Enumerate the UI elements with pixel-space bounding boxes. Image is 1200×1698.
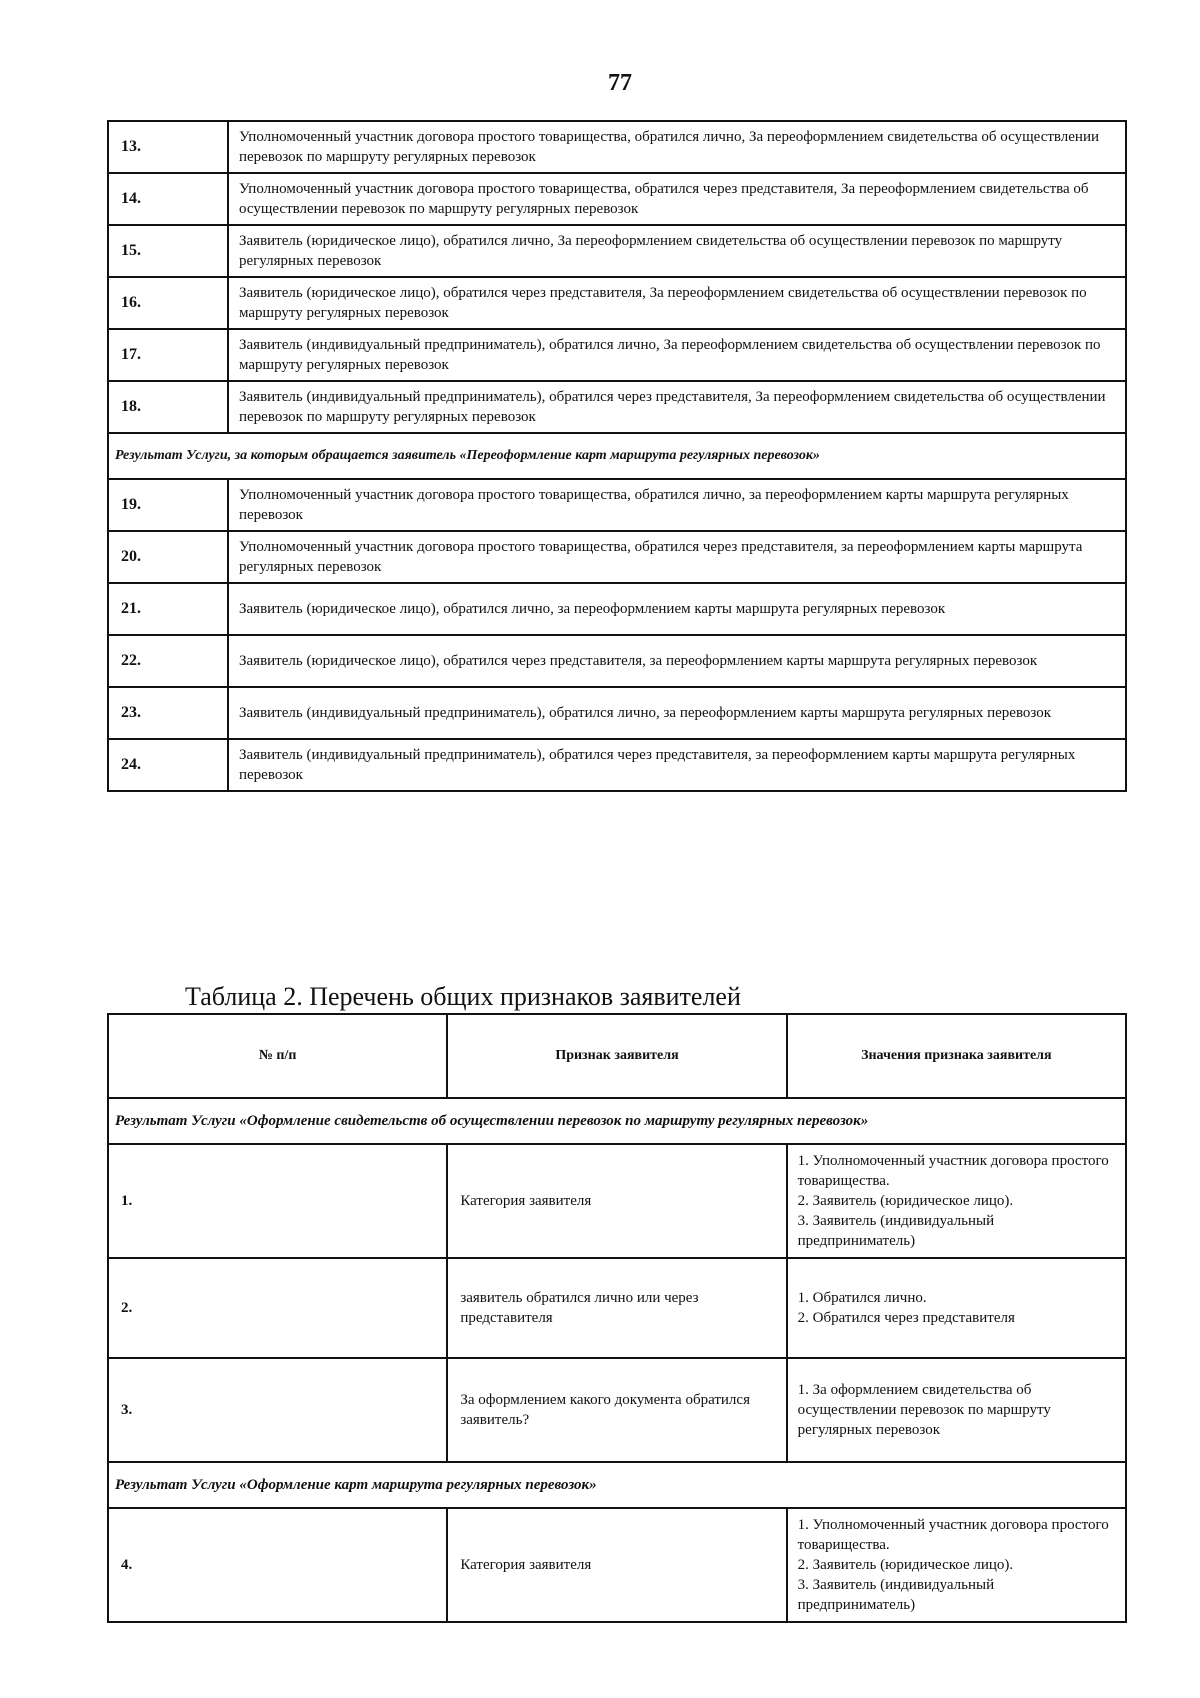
- row-number: 3.: [108, 1358, 447, 1462]
- row-number: 23.: [108, 687, 228, 739]
- table-row: [108, 1144, 1126, 1258]
- table-row: [108, 583, 1126, 635]
- row-number: 16.: [108, 277, 228, 329]
- table-row: [108, 121, 1126, 173]
- header-num: № п/п: [108, 1014, 447, 1098]
- attribute-name: Категория заявителя: [447, 1144, 786, 1258]
- row-text: Уполномоченный участник договора простого товарищества, обратился лично, За переоформлением свидетельства об осуществлении перевозок по маршруту регулярных перевозок: [228, 121, 1126, 173]
- section-heading-row: [108, 1462, 1126, 1508]
- attribute-values: [787, 1508, 1126, 1622]
- row-text: Заявитель (индивидуальный предприниматель), обратился лично, За переоформлением свидетельства об осуществлении перевозок по маршруту регулярных перевозок: [228, 329, 1126, 381]
- value-item: 3. Заявитель (индивидуальный предприниматель): [797, 1213, 995, 1249]
- row-number: 14.: [108, 173, 228, 225]
- table-row: [108, 277, 1126, 329]
- header-values: Значения признака заявителя: [787, 1014, 1126, 1098]
- row-number: 20.: [108, 531, 228, 583]
- row-number: 24.: [108, 739, 228, 791]
- attribute-values: [787, 1144, 1126, 1258]
- value-item: 1. Уполномоченный участник договора простого товарищества.: [797, 1153, 1109, 1189]
- attribute-name: заявитель обратился лично или через представителя: [447, 1258, 786, 1358]
- row-number: 22.: [108, 635, 228, 687]
- section-heading: Результат Услуги, за которым обращается заявитель «Переоформление карт маршрута регулярных перевозок»: [108, 433, 1126, 479]
- row-number: 15.: [108, 225, 228, 277]
- table-row: [108, 173, 1126, 225]
- row-number: 4.: [108, 1508, 447, 1622]
- row-text: Уполномоченный участник договора простого товарищества, обратился через представителя, за переоформлением карты маршрута регулярных перевозок: [228, 531, 1126, 583]
- value-item: 2. Заявитель (юридическое лицо).: [797, 1193, 1014, 1209]
- table-row: [108, 329, 1126, 381]
- row-text: Уполномоченный участник договора простого товарищества, обратился лично, за переоформлением карты маршрута регулярных перевозок: [228, 479, 1126, 531]
- attribute-name: Категория заявителя: [447, 1508, 786, 1622]
- table-row: [108, 479, 1126, 531]
- applicant-variants-table: [107, 120, 1127, 792]
- row-number: 21.: [108, 583, 228, 635]
- table-row: [108, 1358, 1126, 1462]
- value-item: 1. За оформлением свидетельства об осуществлении перевозок по маршруту регулярных перевозок: [797, 1382, 1051, 1438]
- row-number: 2.: [108, 1258, 447, 1358]
- table-row: [108, 739, 1126, 791]
- section-heading-row: [108, 433, 1126, 479]
- table-row: [108, 1508, 1126, 1622]
- row-number: 17.: [108, 329, 228, 381]
- row-number: 13.: [108, 121, 228, 173]
- applicant-attributes-table: [107, 1013, 1127, 1623]
- row-number: 1.: [108, 1144, 447, 1258]
- section-heading: Результат Услуги «Оформление карт маршрута регулярных перевозок»: [108, 1462, 1126, 1508]
- table-header-row: [108, 1014, 1126, 1098]
- table-row: [108, 635, 1126, 687]
- value-item: 2. Заявитель (юридическое лицо).: [797, 1557, 1014, 1573]
- table-row: [108, 381, 1126, 433]
- table-title: Таблица 2. Перечень общих признаков заявителей: [185, 982, 741, 1011]
- page-number: 77: [608, 70, 632, 96]
- attribute-values: [787, 1258, 1126, 1358]
- row-text: Заявитель (индивидуальный предприниматель), обратился через представителя, за переоформлением карты маршрута регулярных перевозок: [228, 739, 1126, 791]
- row-text: Заявитель (юридическое лицо), обратился через представителя, За переоформлением свидетельства об осуществлении перевозок по маршруту регулярных перевозок: [228, 277, 1126, 329]
- table-row: [108, 1258, 1126, 1358]
- attribute-name: За оформлением какого документа обратился заявитель?: [447, 1358, 786, 1462]
- section-heading-row: [108, 1098, 1126, 1144]
- row-text: Заявитель (индивидуальный предприниматель), обратился лично, за переоформлением карты маршрута регулярных перевозок: [228, 687, 1126, 739]
- value-item: 3. Заявитель (индивидуальный предприниматель): [797, 1577, 995, 1613]
- value-item: 2. Обратился через представителя: [797, 1310, 1015, 1326]
- table-row: [108, 225, 1126, 277]
- row-text: Заявитель (юридическое лицо), обратился лично, За переоформлением свидетельства об осуществлении перевозок по маршруту регулярных перевозок: [228, 225, 1126, 277]
- row-text: Заявитель (юридическое лицо), обратился лично, за переоформлением карты маршрута регулярных перевозок: [228, 583, 1126, 635]
- row-text: Заявитель (юридическое лицо), обратился через представителя, за переоформлением карты маршрута регулярных перевозок: [228, 635, 1126, 687]
- row-text: Уполномоченный участник договора простого товарищества, обратился через представителя, За переоформлением свидетельства об осуществлении перевозок по маршруту регулярных перевозок: [228, 173, 1126, 225]
- section-heading: Результат Услуги «Оформление свидетельств об осуществлении перевозок по маршруту регулярных перевозок»: [108, 1098, 1126, 1144]
- row-number: 19.: [108, 479, 228, 531]
- row-number: 18.: [108, 381, 228, 433]
- row-text: Заявитель (индивидуальный предприниматель), обратился через представителя, За переоформлением свидетельства об осуществлении перевозок по маршруту регулярных перевозок: [228, 381, 1126, 433]
- header-sign: Признак заявителя: [447, 1014, 786, 1098]
- table-row: [108, 687, 1126, 739]
- value-item: 1. Обратился лично.: [797, 1290, 927, 1306]
- value-item: 1. Уполномоченный участник договора простого товарищества.: [797, 1517, 1109, 1553]
- table-row: [108, 531, 1126, 583]
- attribute-values: [787, 1358, 1126, 1462]
